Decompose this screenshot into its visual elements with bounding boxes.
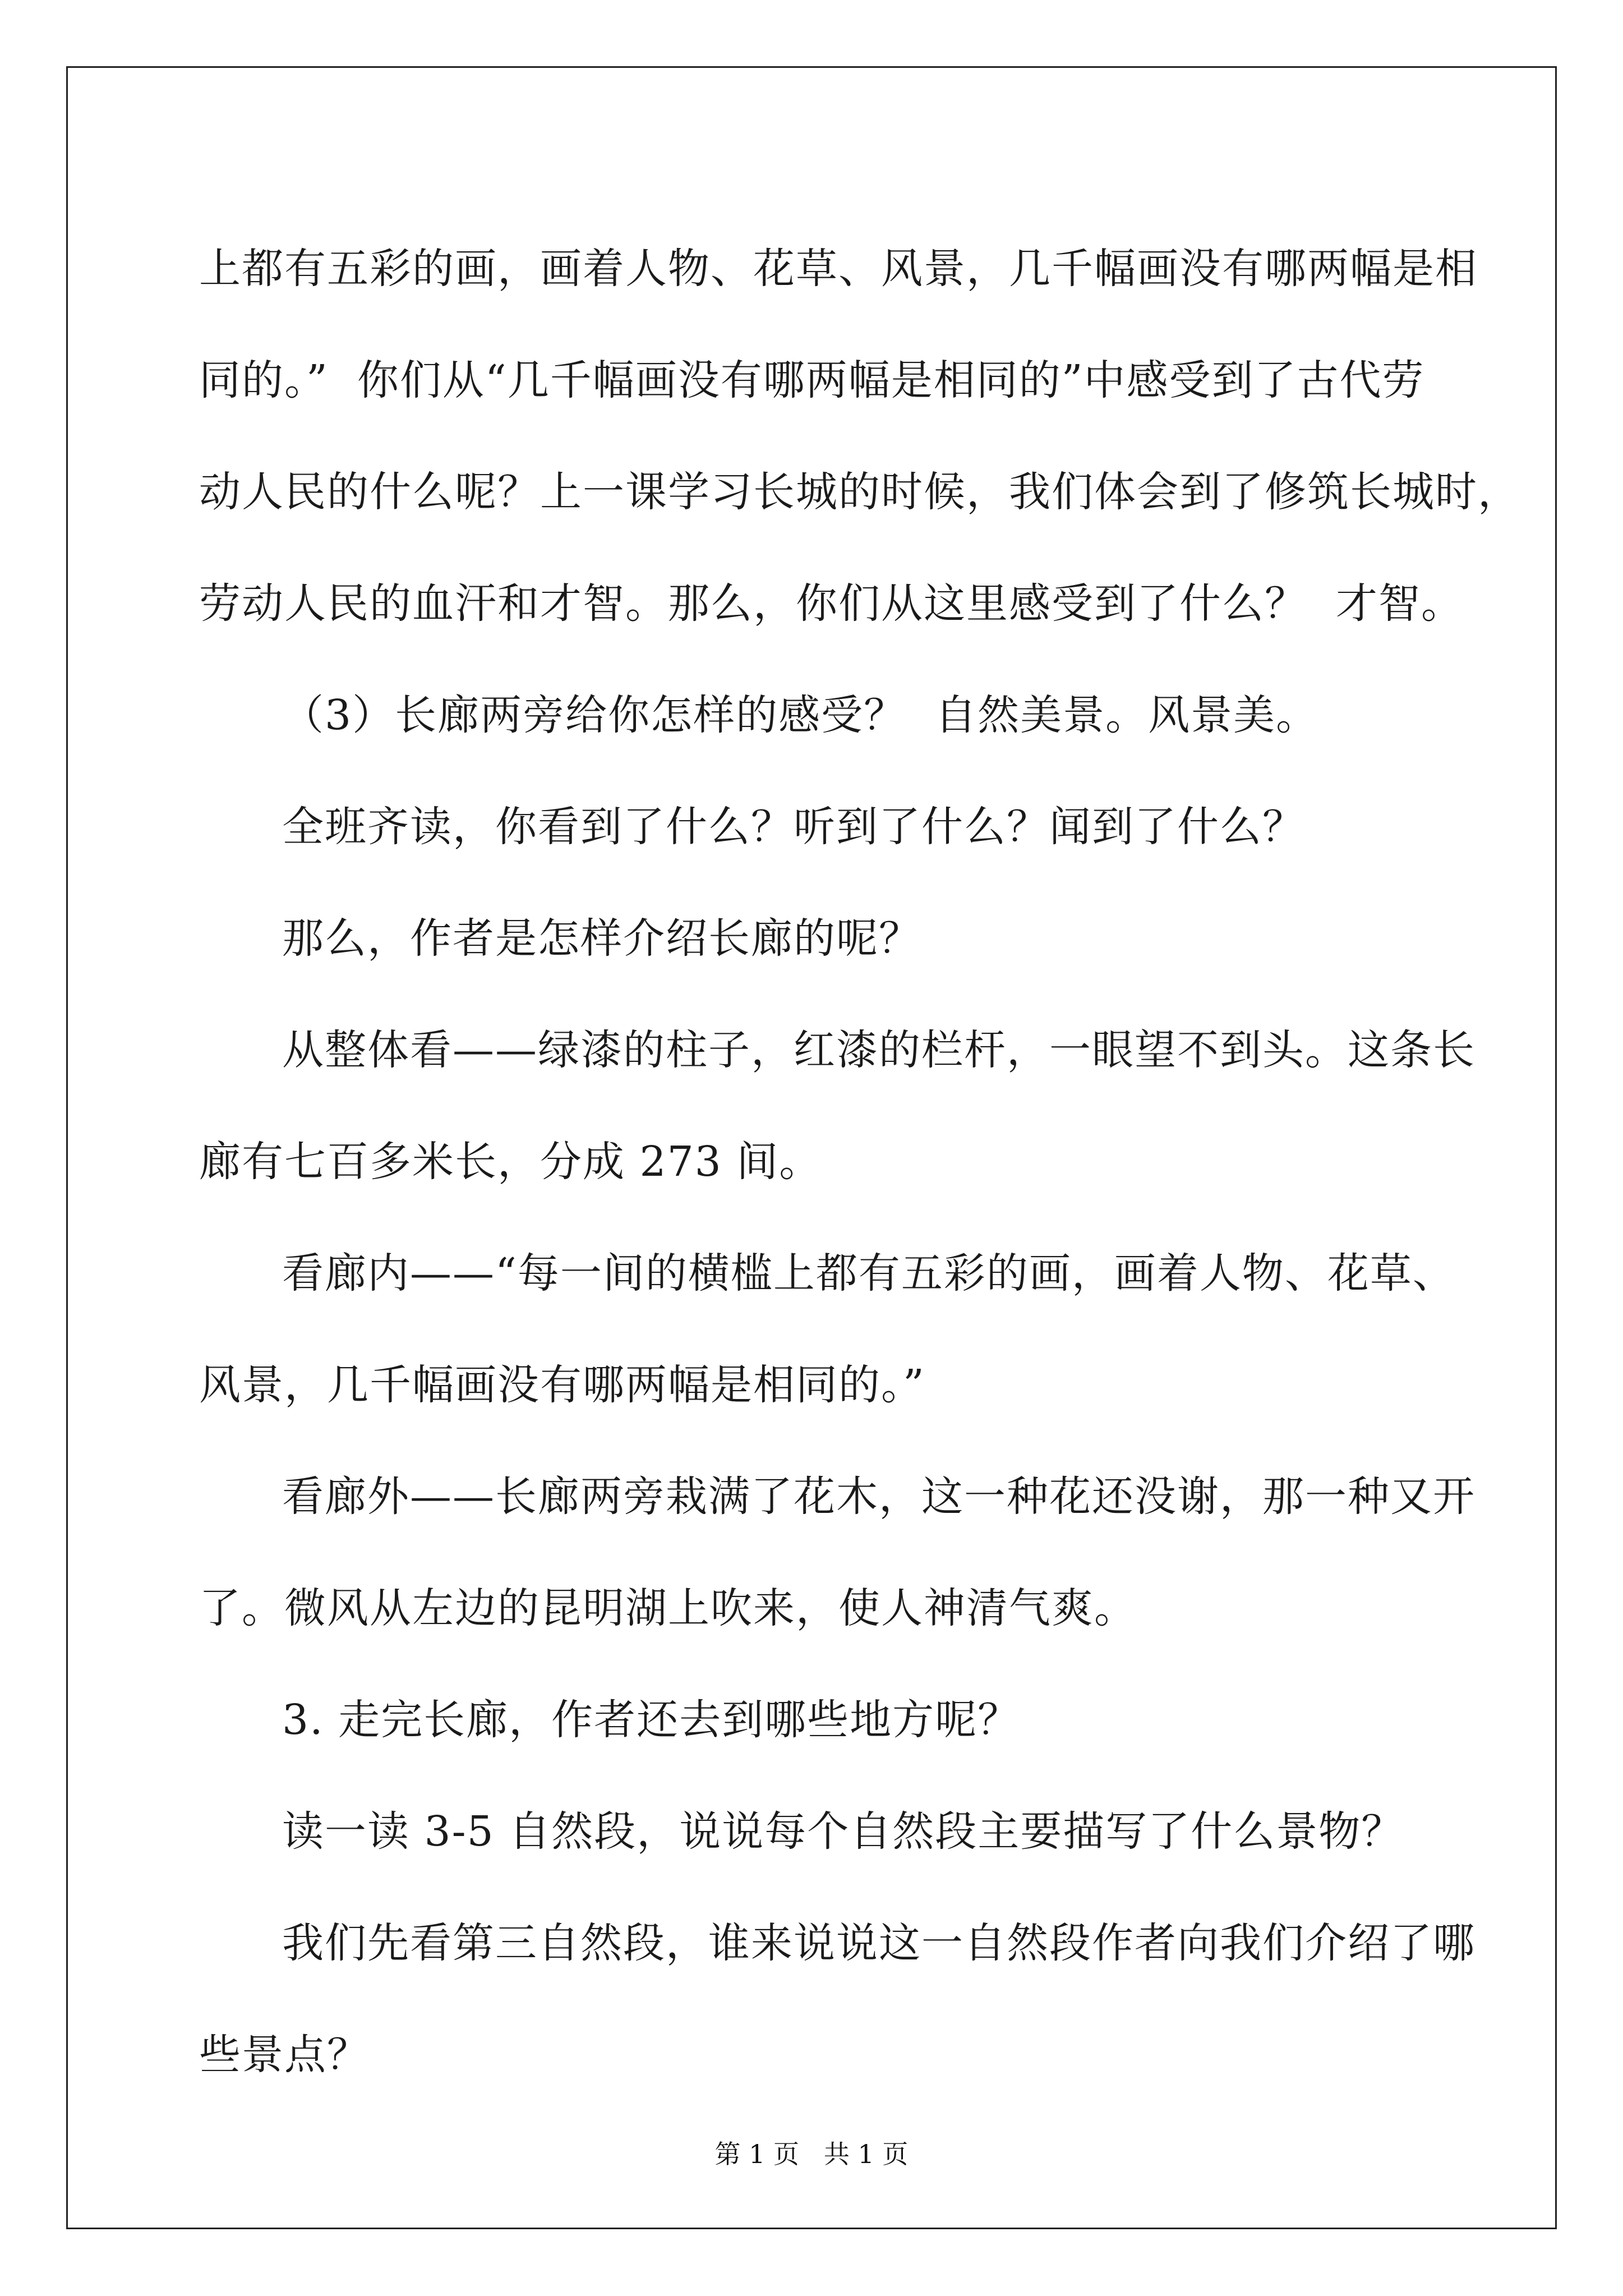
text-line-16: 我们先看第三自然段，谁来说说这一自然段作者向我们介绍了哪 — [282, 1919, 1476, 1967]
text-line-15: 读一读 3-5 自然段，说说每个自然段主要描写了什么景物？ — [282, 1807, 1404, 1856]
text-line-6: 全班齐读，你看到了什么？听到了什么？闻到了什么？ — [282, 803, 1305, 851]
text-line-13: 了。微风从左边的昆明湖上吹来，使人神清气爽。 — [199, 1584, 1137, 1632]
page-footer: 第 1 页 共 1 页 — [714, 2139, 909, 2169]
text-line-5: （3）长廊两旁给你怎样的感受？ 自然美景。风景美。 — [282, 691, 1319, 739]
text-line-12: 看廊外——长廊两旁栽满了花木，这一种花还没谢，那一种又开 — [282, 1473, 1476, 1521]
text-line-2: 同的。” 你们从“几千幅画没有哪两幅是相同的”中感受到了古代劳 — [199, 356, 1425, 404]
text-line-4: 劳动人民的血汗和才智。那么，你们从这里感受到了什么？ 才智。 — [199, 579, 1464, 628]
text-line-9: 廊有七百多米长，分成 273 间。 — [199, 1138, 822, 1186]
text-line-17: 些景点？ — [199, 2031, 370, 2079]
text-line-11: 风景，几千幅画没有哪两幅是相同的。” — [199, 1361, 925, 1409]
text-line-7: 那么，作者是怎样介绍长廊的呢？ — [282, 914, 921, 963]
text-line-10: 看廊内——“每一间的横槛上都有五彩的画，画着人物、花草、 — [282, 1249, 1455, 1297]
text-line-14: 3. 走完长廊，作者还去到哪些地方呢？ — [282, 1696, 1021, 1744]
text-line-3: 动人民的什么呢？上一课学习长城的时候，我们体会到了修筑长城时， — [199, 468, 1520, 516]
text-line-1: 上都有五彩的画，画着人物、花草、风景，几千幅画没有哪两幅是相 — [199, 245, 1478, 293]
document-body — [199, 213, 1520, 2111]
text-line-8: 从整体看——绿漆的柱子，红漆的栏杆，一眼望不到头。这条长 — [282, 1026, 1476, 1074]
